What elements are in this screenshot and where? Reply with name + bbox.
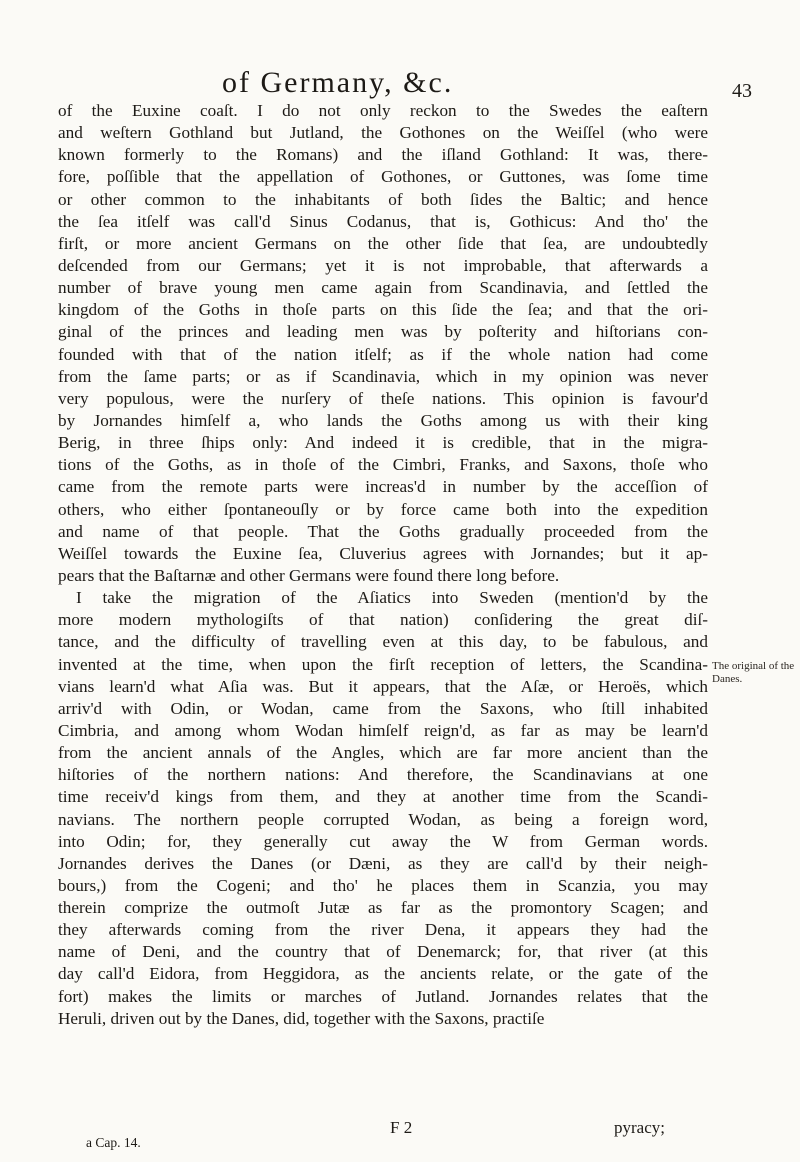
text-line: Cimbria, and among whom Wodan himſelf reign'd, as far as may be learn'd [58,720,708,740]
text-line: more modern mythologiſts of that nation) conſidering the great diſ- [58,610,708,630]
text-line: therein comprize the outmoſt Jutæ as far as the promontory Scagen; and [58,898,708,918]
text-line: Berig, in three ſhips only: And indeed it is credible, that in the migra- [58,433,708,453]
text-line: kingdom of the Goths in thoſe parts on this ſide the ſea; and that the ori- [58,300,708,320]
text-line: and weſtern Gothland but Jutland, the Gothones on the Weiſſel (who were [58,123,708,143]
text-line: the ſea itſelf was call'd Sinus Codanus, that is, Gothicus: And tho' the [58,211,708,231]
text-line: ginal of the princes and leading men was by poſterity and hiſtorians con- [58,322,708,342]
text-line: Heruli, driven out by the Danes, did, together with the Saxons, practiſe [58,1008,545,1028]
footnote: a Cap. 14. [86,1135,141,1150]
text-line: time receiv'd kings from them, and they at another time from the Scandi- [58,787,708,807]
catchword: pyracy; [614,1118,665,1137]
margin-note: The original of the Danes. [712,660,795,685]
text-line: tance, and the difficulty of travelling even at this day, to be fabulous, and [58,632,708,652]
text-line: of the Euxine coaſt. I do not only reckon to the Swedes the eaſtern [58,101,708,120]
text-line: by Jornandes himſelf a, who lands the Goths among us with their king [58,410,708,430]
text-line: tions of the Goths, as in thoſe of the Cimbri, Franks, and Saxons, thoſe who [58,455,708,475]
text-line: navians. The northern people corrupted Wodan, as being a foreign word, [58,809,708,829]
text-line: hiſtories of the northern nations: And therefore, the Scandinavians at one [58,765,708,785]
text-line: bours,) from the Cogeni; and tho' he places them in Scanzia, you may [58,875,708,895]
text-line: invented at the time, when upon the firſt reception of letters, the Scandina- [58,654,708,674]
text-line: or other common to the inhabitants of both ſides the Baltic; and hence [58,189,708,209]
text-line: vians learn'd what Aſia was. But it appears, that the Aſæ, or Heroës, which [58,676,708,696]
signature-mark: F 2 [390,1118,413,1137]
text-line: pears that the Baſtarnæ and other Germans were found there long before. [58,565,560,585]
text-line: founded with that of the nation itſelf; as if the whole nation had come [58,344,708,364]
text-line: I take the migration of the Aſiatics into Sweden (mention'd by the [76,588,708,608]
body-text [58,100,708,1030]
text-line: and name of that people. That the Goths gradually proceeded from the [58,521,708,541]
text-line: into Odin; for, they generally cut away the W from German words. [58,831,708,851]
text-line: from the ancient annals of the Angles, which are far more ancient than the [58,743,708,763]
text-line: came from the remote parts were increas'd in number by the acceſſion of [58,477,708,497]
text-line: name of Deni, and the country that of Denemarck; for, that river (at this [58,942,708,962]
text-line: others, who either ſpontaneouſly or by force came both into the expedition [58,499,708,519]
text-line: arriv'd with Odin, or Wodan, came from the Saxons, who ſtill inhabited [58,698,708,718]
text-line: number of brave young men came again from Scandinavia, and ſettled the [58,278,708,298]
text-line: Weiſſel towards the Euxine ſea, Cluverius agrees with Jornandes; but it ap- [58,543,708,563]
page-number: 43 [732,80,752,102]
text-line: fore, poſſible that the appellation of Gothones, or Guttones, was ſome time [58,167,708,187]
text-line: fort) makes the limits or marches of Jutland. Jornandes relates that the [58,986,708,1006]
running-title: of Germany, &c. [222,66,454,99]
text-line: deſcended from our Germans; yet it is not improbable, that afterwards a [58,255,708,275]
text-line: they afterwards coming from the river Dena, it appears they had the [58,920,708,940]
text-line: Jornandes derives the Danes (or Dæni, as they are call'd by their neigh- [58,853,708,873]
text-line: from the ſame parts; or as if Scandinavia, which in my opinion was never [58,366,708,386]
text-line: very populous, were the nurſery of theſe nations. This opinion is favour'd [58,388,708,408]
text-line: firſt, or more ancient Germans on the other ſide that ſea, are undoubtedly [58,233,708,253]
text-line: known formerly to the Romans) and the iſland Gothland: It was, there- [58,145,708,165]
text-line: day call'd Eidora, from Heggidora, as the ancients relate, or the gate of the [58,964,708,984]
